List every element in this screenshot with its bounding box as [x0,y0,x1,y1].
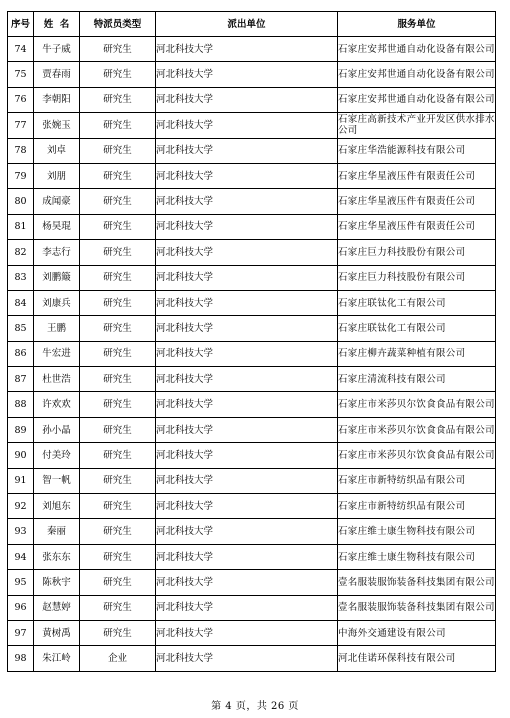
row-number: 78 [8,138,34,163]
service-unit: 石家庄安邦世通自动化设备有限公司 [338,87,496,112]
person-name: 牛宏进 [34,341,80,366]
person-name: 张婉玉 [34,113,80,138]
table-row [8,113,496,138]
row-number: 97 [8,620,34,645]
commissioner-type: 研究生 [80,595,156,620]
person-name: 智一帆 [34,468,80,493]
table-row [8,37,496,62]
row-number: 86 [8,341,34,366]
table-row [8,646,496,671]
dispatch-unit: 河北科技大学 [156,494,338,519]
commissioner-type: 研究生 [80,87,156,112]
person-name: 付美玲 [34,443,80,468]
dispatch-unit: 河北科技大学 [156,646,338,671]
commissioner-type: 研究生 [80,443,156,468]
service-unit: 壹名服装服饰装备科技集团有限公司 [338,570,496,595]
row-number: 98 [8,646,34,671]
service-unit: 石家庄华星液压件有限责任公司 [338,214,496,239]
table-body [8,37,496,672]
commissioner-type: 研究生 [80,113,156,138]
roster-table [7,11,496,672]
commissioner-type: 研究生 [80,290,156,315]
commissioner-type: 研究生 [80,316,156,341]
dispatch-unit: 河北科技大学 [156,240,338,265]
row-number: 82 [8,240,34,265]
commissioner-type: 研究生 [80,519,156,544]
row-number: 94 [8,544,34,569]
table-row [8,519,496,544]
commissioner-type: 研究生 [80,620,156,645]
table-row [8,595,496,620]
dispatch-unit: 河北科技大学 [156,620,338,645]
commissioner-type: 研究生 [80,265,156,290]
person-name: 刘鹏簸 [34,265,80,290]
table-header-row [8,12,496,37]
dispatch-unit: 河北科技大学 [156,316,338,341]
table-row [8,189,496,214]
row-number: 93 [8,519,34,544]
person-name: 杨昊琨 [34,214,80,239]
row-number: 76 [8,87,34,112]
service-unit: 石家庄维士康生物科技有限公司 [338,544,496,569]
person-name: 赵慧婷 [34,595,80,620]
table-row [8,544,496,569]
person-name: 牛子威 [34,37,80,62]
commissioner-type: 研究生 [80,367,156,392]
commissioner-type: 研究生 [80,392,156,417]
row-number: 88 [8,392,34,417]
person-name: 孙小晶 [34,417,80,442]
service-unit: 石家庄华星液压件有限责任公司 [338,189,496,214]
service-unit: 石家庄华星液压件有限责任公司 [338,163,496,188]
row-number: 89 [8,417,34,442]
table-row [8,316,496,341]
commissioner-type: 研究生 [80,417,156,442]
dispatch-unit: 河北科技大学 [156,392,338,417]
person-name: 杜世浩 [34,367,80,392]
service-unit: 石家庄高新技术产业开发区供水排水公司 [338,114,495,137]
dispatch-unit: 河北科技大学 [156,214,338,239]
row-number: 84 [8,290,34,315]
service-unit: 石家庄维士康生物科技有限公司 [338,519,496,544]
row-number: 90 [8,443,34,468]
table-row [8,494,496,519]
person-name: 李朝阳 [34,87,80,112]
dispatch-unit: 河北科技大学 [156,113,338,138]
dispatch-unit: 河北科技大学 [156,595,338,620]
service-unit: 石家庄市米莎贝尔饮食食品有限公司 [338,443,496,468]
header-no: 序号 [8,12,34,37]
table-row [8,163,496,188]
dispatch-unit: 河北科技大学 [156,62,338,87]
row-number: 87 [8,367,34,392]
person-name: 成闻豪 [34,189,80,214]
dispatch-unit: 河北科技大学 [156,189,338,214]
service-unit: 石家庄柳卉蔬菜种植有限公司 [338,341,496,366]
table-row [8,392,496,417]
row-number: 75 [8,62,34,87]
dispatch-unit: 河北科技大学 [156,87,338,112]
table-row [8,265,496,290]
commissioner-type: 研究生 [80,544,156,569]
service-unit: 河北佳诺环保科技有限公司 [338,646,496,671]
service-unit: 石家庄市新特纺织品有限公司 [338,494,496,519]
table-row [8,62,496,87]
dispatch-unit: 河北科技大学 [156,37,338,62]
commissioner-type: 研究生 [80,240,156,265]
commissioner-type: 研究生 [80,570,156,595]
row-number: 74 [8,37,34,62]
person-name: 刘卓 [34,138,80,163]
table-row [8,138,496,163]
table-row [8,87,496,112]
commissioner-type: 研究生 [80,341,156,366]
row-number: 85 [8,316,34,341]
commissioner-type: 研究生 [80,494,156,519]
person-name: 秦丽 [34,519,80,544]
service-unit: 石家庄安邦世通自动化设备有限公司 [338,62,496,87]
person-name: 黄树禹 [34,620,80,645]
person-name: 刘康兵 [34,290,80,315]
service-unit: 石家庄清流科技有限公司 [338,367,496,392]
commissioner-type: 研究生 [80,189,156,214]
header-unit: 派出单位 [156,12,338,37]
commissioner-type: 研究生 [80,138,156,163]
person-name: 李志行 [34,240,80,265]
row-number: 81 [8,214,34,239]
commissioner-type: 企业 [80,646,156,671]
person-name: 朱江岭 [34,646,80,671]
person-name: 刘朋 [34,163,80,188]
dispatch-unit: 河北科技大学 [156,163,338,188]
person-name: 张东东 [34,544,80,569]
row-number: 92 [8,494,34,519]
service-unit: 石家庄市米莎贝尔饮食食品有限公司 [338,392,496,417]
dispatch-unit: 河北科技大学 [156,265,338,290]
dispatch-unit: 河北科技大学 [156,468,338,493]
dispatch-unit: 河北科技大学 [156,544,338,569]
row-number: 80 [8,189,34,214]
row-number: 96 [8,595,34,620]
table-row [8,468,496,493]
person-name: 许欢欢 [34,392,80,417]
service-unit: 石家庄巨力科技股份有限公司 [338,265,496,290]
person-name: 刘旭东 [34,494,80,519]
row-number: 77 [8,113,34,138]
row-number: 91 [8,468,34,493]
row-number: 83 [8,265,34,290]
table-row [8,290,496,315]
dispatch-unit: 河北科技大学 [156,443,338,468]
service-unit: 石家庄市米莎贝尔饮食食品有限公司 [338,417,496,442]
dispatch-unit: 河北科技大学 [156,341,338,366]
service-unit: 石家庄市新特纺织品有限公司 [338,468,496,493]
service-unit: 石家庄华浩能源科技有限公司 [338,138,496,163]
table-row [8,214,496,239]
dispatch-unit: 河北科技大学 [156,570,338,595]
person-name: 陈秋宇 [34,570,80,595]
table-row [8,620,496,645]
table-row [8,240,496,265]
header-name: 姓 名 [34,12,80,37]
service-unit: 石家庄联钛化工有限公司 [338,316,496,341]
row-number: 95 [8,570,34,595]
dispatch-unit: 河北科技大学 [156,417,338,442]
commissioner-type: 研究生 [80,37,156,62]
table-row [8,443,496,468]
commissioner-type: 研究生 [80,468,156,493]
commissioner-type: 研究生 [80,62,156,87]
table-row [8,367,496,392]
table-row [8,417,496,442]
service-unit: 石家庄巨力科技股份有限公司 [338,240,496,265]
person-name: 贾春雨 [34,62,80,87]
service-unit: 石家庄联钛化工有限公司 [338,290,496,315]
table-row [8,341,496,366]
person-name: 王鹏 [34,316,80,341]
dispatch-unit: 河北科技大学 [156,519,338,544]
commissioner-type: 研究生 [80,163,156,188]
header-service: 服务单位 [338,12,496,37]
service-unit: 中海外交通建设有限公司 [338,620,496,645]
page-footer: 第 4 页，共 26 页 [211,701,299,712]
dispatch-unit: 河北科技大学 [156,290,338,315]
header-type: 特派员类型 [80,12,156,37]
table-row [8,570,496,595]
dispatch-unit: 河北科技大学 [156,138,338,163]
row-number: 79 [8,163,34,188]
service-unit: 壹名服装服饰装备科技集团有限公司 [338,595,496,620]
service-unit: 石家庄安邦世通自动化设备有限公司 [338,37,496,62]
dispatch-unit: 河北科技大学 [156,367,338,392]
commissioner-type: 研究生 [80,214,156,239]
